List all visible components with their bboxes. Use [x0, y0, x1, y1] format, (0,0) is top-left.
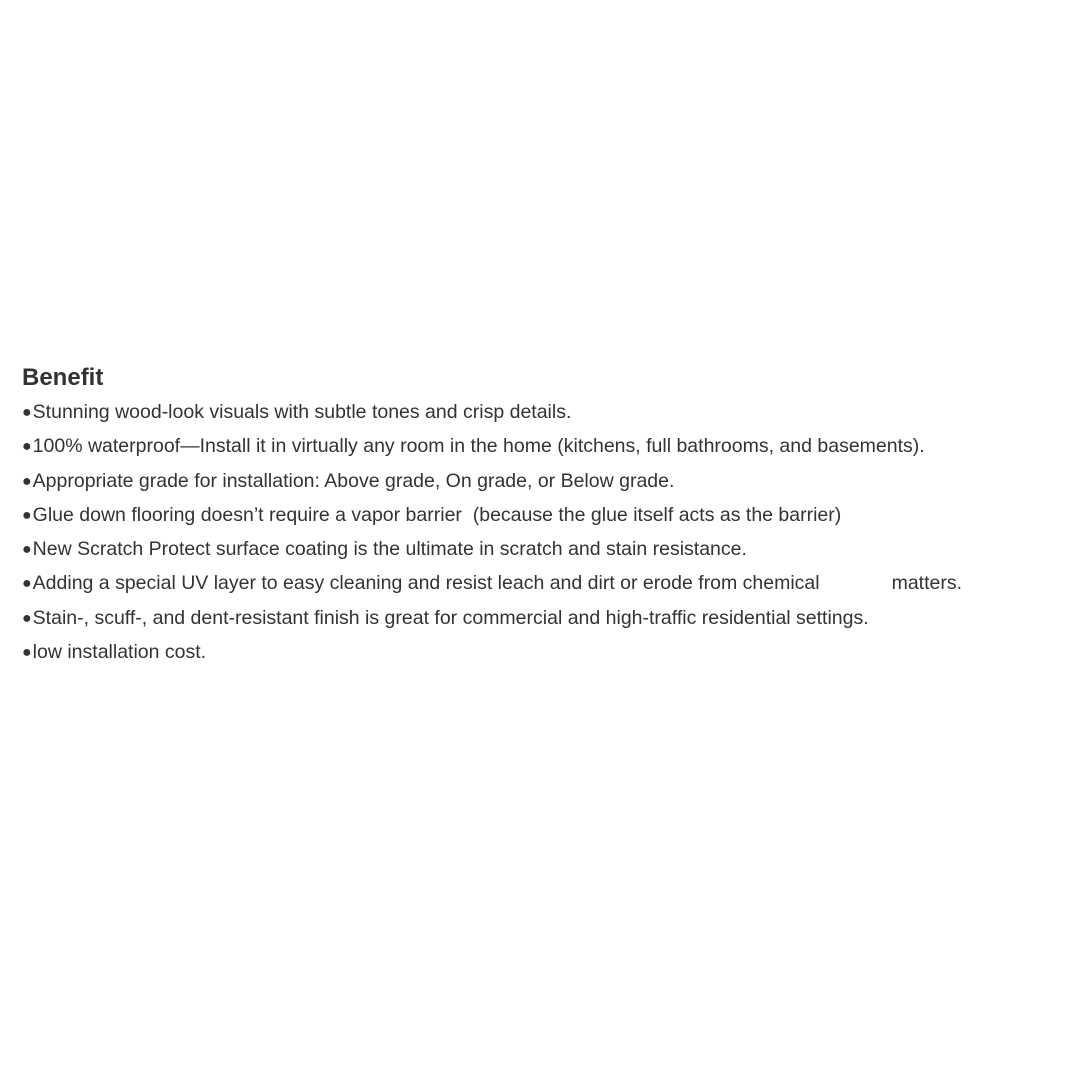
- list-item: [22, 395, 1074, 429]
- list-item: [22, 566, 1074, 600]
- benefit-text: low installation cost.: [32, 641, 207, 664]
- bullet-icon: ●: [22, 404, 32, 421]
- list-item: [22, 601, 1074, 635]
- bullet-icon: ●: [22, 575, 32, 593]
- benefit-text: New Scratch Protect surface coating is the ultimate in scratch and stain resistance.: [32, 538, 747, 561]
- benefit-text: Stain-, scuff-, and dent-resistant finish is great for commercial and high-traffic residential settings.: [32, 606, 869, 629]
- bullet-icon: ●: [22, 438, 32, 456]
- benefit-text-end: matters.: [891, 572, 963, 595]
- benefit-text: Adding a special UV layer to easy cleaning and resist leach and dirt or erode from chemical: [32, 572, 820, 595]
- benefit-section: [22, 361, 1074, 669]
- benefit-text: 100% waterproof—Install it in virtually any room in the home (kitchens, full bathrooms, and basements).: [32, 435, 925, 458]
- benefit-text: Stunning wood-look visuals with subtle tones and crisp details.: [32, 401, 572, 423]
- list-item: [22, 635, 1074, 669]
- section-title: Benefit: [22, 364, 104, 391]
- bullet-icon: ●: [22, 506, 32, 524]
- list-item: [22, 498, 1074, 532]
- list-item: [22, 532, 1074, 566]
- list-item: [22, 429, 1074, 463]
- benefit-text: Appropriate grade for installation: Above grade, On grade, or Below grade.: [32, 469, 675, 492]
- benefit-text: Glue down flooring doesn’t require a vapor barrier (because the glue itself acts as the barrier): [32, 503, 842, 526]
- bullet-icon: ●: [22, 472, 32, 490]
- benefit-list: [22, 395, 1074, 669]
- bullet-icon: ●: [22, 609, 32, 627]
- list-item: [22, 464, 1074, 498]
- bullet-icon: ●: [22, 644, 32, 662]
- bullet-icon: ●: [22, 541, 32, 559]
